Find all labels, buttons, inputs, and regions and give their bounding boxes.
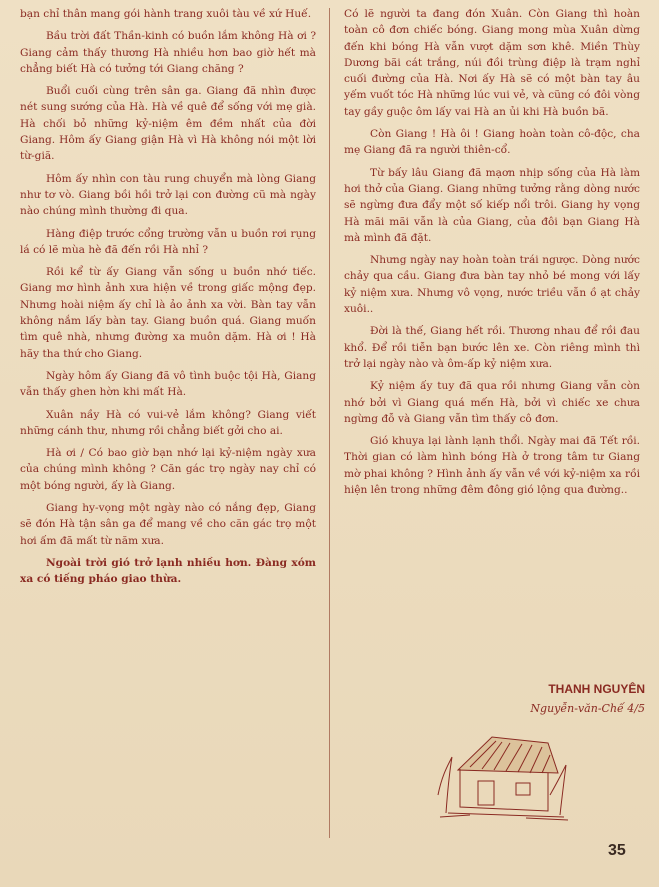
paragraph: Hàng điệp trước cổng trường vẫn u buồn rơi rụng lá có lẽ mùa hè đã đến rồi Hà nhỉ ? <box>20 227 316 256</box>
page-number: 35 <box>608 842 626 859</box>
author-name: THANH NGUYÊN <box>548 682 645 696</box>
paragraph: Hà ơi / Có bao giờ bạn nhớ lại kỷ-niệm ngày xưa của chúng mình không ? Căn gác trọ ngày nay chỉ có một bóng người, ấy là Giang. <box>20 447 316 492</box>
author-address: Nguyễn-văn-Chế 4/5 <box>530 702 645 715</box>
paragraph: Bầu trời đất Thần-kinh có buồn lắm không Hà ơi ? Giang cảm thấy thương Hà nhiều hơn bao giờ hết mà chẳng biết Hà có tưởng tới Giang chăng ? <box>20 30 316 75</box>
paragraph: Buổi cuối cùng trên sân ga. Giang đã nhìn được nét sung sướng của Hà. Hà về quê để sống với mẹ già. Hà chối bỏ những kỷ-niệm êm đềm nhất của đời Giang. Hôm ấy Giang giận Hà vì Hà không nói một lời từ-giã. <box>20 85 316 163</box>
left-column <box>20 6 316 594</box>
paragraph: Từ bấy lâu Giang đã mạơn nhịp sống của Hà làm hơi thở của Giang. Giang những tưởng rằng dòng nước sẽ ngừng đưa đẩy một số kiếp nổi trôi. Giang hy vọng Hà mãi mãi vẫn là của Giang, của đôi bạn Giang Hà mà mình đã đặt. <box>344 166 640 244</box>
paragraph: Còn Giang ! Hà ôi ! Giang hoàn toàn cô-độc, cha mẹ Giang đã ra người thiên-cổ. <box>344 128 640 157</box>
thatched-hut-illustration <box>430 725 570 825</box>
right-column <box>344 6 640 504</box>
paragraph: Xuân nầy Hà có vui-vẻ lắm không? Giang viết những cánh thư, nhưng rồi chẳng biết gởi cho ai. <box>20 408 316 437</box>
column-divider <box>329 8 330 838</box>
paragraph: Rồi kể từ ấy Giang vẫn sống u buồn nhớ tiếc. Giang mơ hình ảnh xưa hiện về trong giấc mộng đẹp. Nhưng hoài niệm ấy chỉ là ảo ảnh xa vời. Bàn tay vẫn không nắm lấy bàn tay. Giang buồn quá. Giang muốn tìm quê nhà, nhưng đường xa muôn dặm. Hà ơi ! Hà hãy tha thứ cho Giang. <box>20 266 316 360</box>
paragraph: Nhưng ngày nay hoàn toàn trái ngược. Dòng nước chảy qua cầu. Giang đưa bàn tay nhỏ bé mong với lấy kỷ niệm xưa. Nhưng vô vọng, nước triều vẫn ồ ạt chảy xuôi.. <box>344 254 640 316</box>
paragraph: Giang hy-vọng một ngày nào có nắng đẹp, Giang sẽ đón Hà tận sân ga để mang về cho căn gác trọ một hơi ấm đã mất từ năm xưa. <box>20 502 316 547</box>
paragraph: Ngoài trời gió trở lạnh nhiều hơn. Đàng xóm xa có tiếng pháo giao thừa. <box>20 556 316 586</box>
paragraph: Hôm ấy nhìn con tàu rung chuyển mà lòng Giang như tơ vò. Giang bồi hồi trở lại con đường cũ mà ngày nào chúng mình thường đi qua. <box>20 172 316 218</box>
paragraph: Gió khuya lại lành lạnh thổi. Ngày mai đã Tết rồi. Thời gian có làm hình bóng Hà ở trong tâm tư Giang mờ phai không ? Hình ảnh ấy vẫn về với kỷ-niệm xa rồi hiện lên trong những đêm đông gió lộng qua đường.. <box>344 435 640 497</box>
paragraph: bạn chỉ thân mang gói hành trang xuôi tàu về xứ Huế. <box>20 8 312 20</box>
paragraph: Có lẽ người ta đang đón Xuân. Còn Giang thì hoàn toàn cô đơn chiếc bóng. Giang mong mùa Xuân dừng đến khi bóng Hà vẫn vượt dặm sơn khê. Miền Thùy Dương bãi cát trắng, núi đồi trùng điệp là trạm nghỉ cuối đường của Hà. Nơi ấy Hà sẽ có một bàn tay âu yếm vuốt tóc Hà những lúc vui vẻ, và cũng có đôi vòng tay gầy guộc ôm lấy vai Hà an ủi khi Hà buồn bã. <box>344 8 640 118</box>
paragraph: Đời là thế, Giang hết rồi. Thương nhau để rồi đau khổ. Để rồi tiễn bạn bước lên xe. Còn riêng mình thì trở lại ngày nào và ôm-ấp kỷ niệm xưa. <box>344 325 640 370</box>
paragraph: Ngày hôm ấy Giang đã vô tình buộc tội Hà, Giang vẫn thấy ghen hờn khi mất Hà. <box>20 369 316 399</box>
paragraph: Kỷ niệm ấy tuy đã qua rồi nhưng Giang vẫn còn nhớ bởi vì Giang quá mến Hà, bởi vì chiếc xe chưa ngừng đỗ và Giang vẫn tìm thấy cô đơn. <box>344 380 640 425</box>
